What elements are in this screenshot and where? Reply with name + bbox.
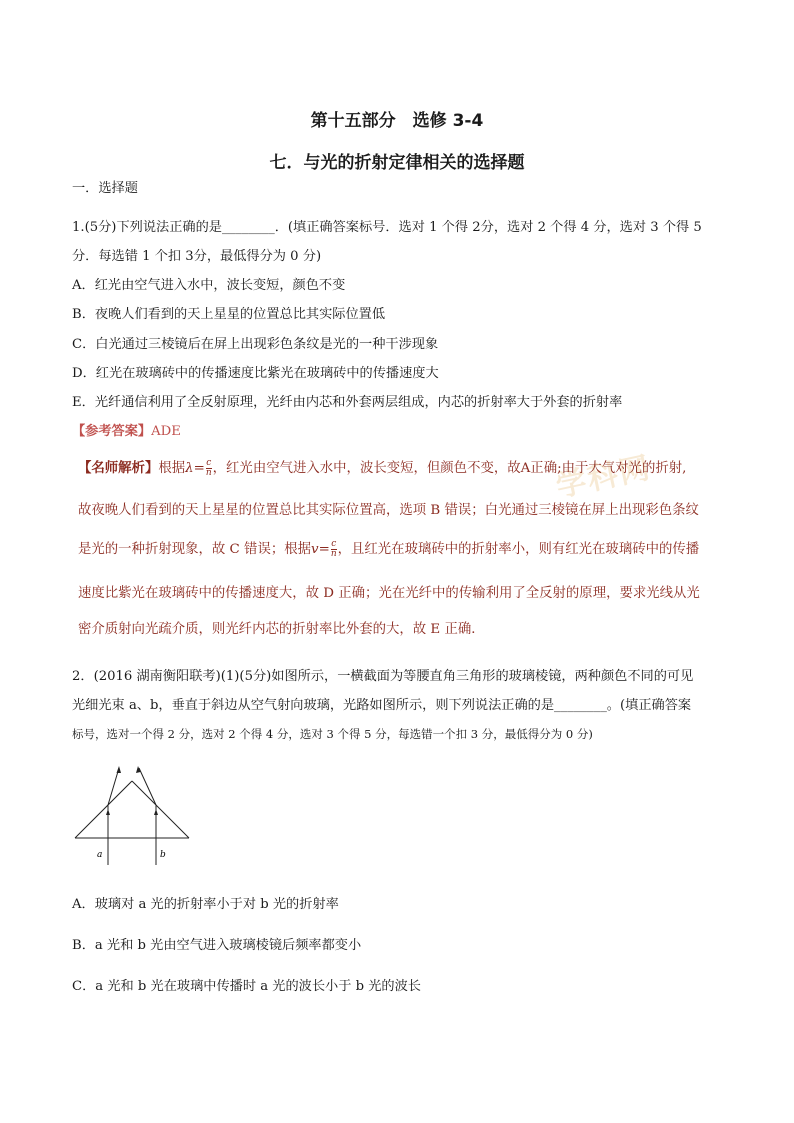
q2-stem-line2: 光细光束 a、b，垂直于斜边从空气射向玻璃，光路如图所示，则下列说法正确的是________。(填正确答案 xyxy=(72,698,692,713)
q1-option-c: C．白光通过三棱镜后在屏上出现彩色条纹是光的一种干涉现象 xyxy=(72,337,439,352)
prism-left-side xyxy=(75,781,132,838)
analysis-tag: 【名师解析】 xyxy=(78,460,159,476)
prism-figure xyxy=(70,762,200,872)
answer-value: ADE xyxy=(151,424,181,439)
prism-right-side xyxy=(132,781,189,838)
label-a: a xyxy=(97,850,103,860)
q2-stem-line1: 2．(2016 湖南衡阳联考)(1)(5分)如图所示，一横截面为等腰直角三角形的玻璃棱镜，两种颜色不同的可见 xyxy=(72,669,694,684)
q1-analysis-line4: 速度比紫光在玻璃砖中的传播速度大，故 D 正确；光在光纤中的传输利用了全反射的原理，要求光线从光 xyxy=(78,586,700,601)
formula-variable: λ xyxy=(185,461,194,476)
arrow-icon xyxy=(106,809,110,815)
q1-answer xyxy=(72,423,181,441)
section-heading: 一．选择题 xyxy=(72,181,138,196)
formula-fraction: $\frac{c}{n}$ xyxy=(330,539,337,559)
q1-option-a: A．红光由空气进入水中，波长变短，颜色不变 xyxy=(72,278,346,293)
q1-option-e: E．光纤通信利用了全反射原理，光纤由内芯和外套两层组成，内芯的折射率大于外套的折射率 xyxy=(72,395,623,410)
analysis-text: 根据 xyxy=(158,461,186,476)
ray-b-refracted xyxy=(139,768,156,805)
q1-option-d: D．红光在玻璃砖中的传播速度比紫光在玻璃砖中的传播速度大 xyxy=(72,366,439,381)
q2-option-a: A．玻璃对 a 光的折射率小于对 b 光的折射率 xyxy=(72,897,339,912)
section-title: 七．与光的折射定律相关的选择题 xyxy=(269,153,525,173)
analysis-text: ，红光由空气进入水中，波长变短，但颜色不变，故A正确;由于大气对光的折射, xyxy=(212,461,687,476)
arrow-icon xyxy=(154,809,158,815)
q1-analysis-line1 xyxy=(78,459,686,478)
q1-analysis-line3 xyxy=(78,540,699,559)
formula-equals: = xyxy=(193,461,205,476)
q1-stem-line2: 分．每选错 1 个扣 3分，最低得分为 0 分) xyxy=(72,249,322,264)
formula-equals: = xyxy=(318,542,330,557)
watermark-logo: 学科网 xyxy=(553,450,655,505)
part-title: 第十五部分 选修 3-4 xyxy=(310,111,484,131)
label-b: b xyxy=(160,850,166,860)
q1-stem-line1: 1.(5分)下列说法正确的是________．(填正确答案标号．选对 1 个得 2分，选对 2 个得 4 分，选对 3 个得 5 xyxy=(72,220,702,235)
q1-option-b: B．夜晚人们看到的天上星星的位置总比其实际位置低 xyxy=(72,307,386,322)
arrow-icon xyxy=(117,766,122,773)
analysis-text: ，且红光在玻璃砖中的折射率小，则有红光在玻璃砖中的传播 xyxy=(337,542,700,557)
q2-option-c: C．a 光和 b 光在玻璃中传播时 a 光的波长小于 b 光的波长 xyxy=(72,979,421,994)
analysis-text: 是光的一种折射现象，故 C 错误；根据 xyxy=(78,542,312,557)
q2-option-b: B．a 光和 b 光由空气进入玻璃棱镜后频率都变小 xyxy=(72,938,362,953)
q1-analysis-line2: 故夜晚人们看到的天上星星的位置总比其实际位置高，选项 B 错误；白光通过三棱镜在屏上出现彩色条纹 xyxy=(78,503,699,518)
q2-stem-line3: 标号，选对一个得 2 分，选对 2 个得 4 分，选对 3 个得 5 分，每选错一个扣 3 分，最低得分为 0 分) xyxy=(72,727,593,741)
q1-analysis-line5: 密介质射向光疏介质，则光纤内芯的折射率比外套的大，故 E 正确． xyxy=(78,622,485,637)
formula-fraction: $\frac{c}{n}$ xyxy=(205,458,212,478)
formula-variable: v xyxy=(311,542,319,557)
answer-tag: 【参考答案】 xyxy=(72,424,152,439)
